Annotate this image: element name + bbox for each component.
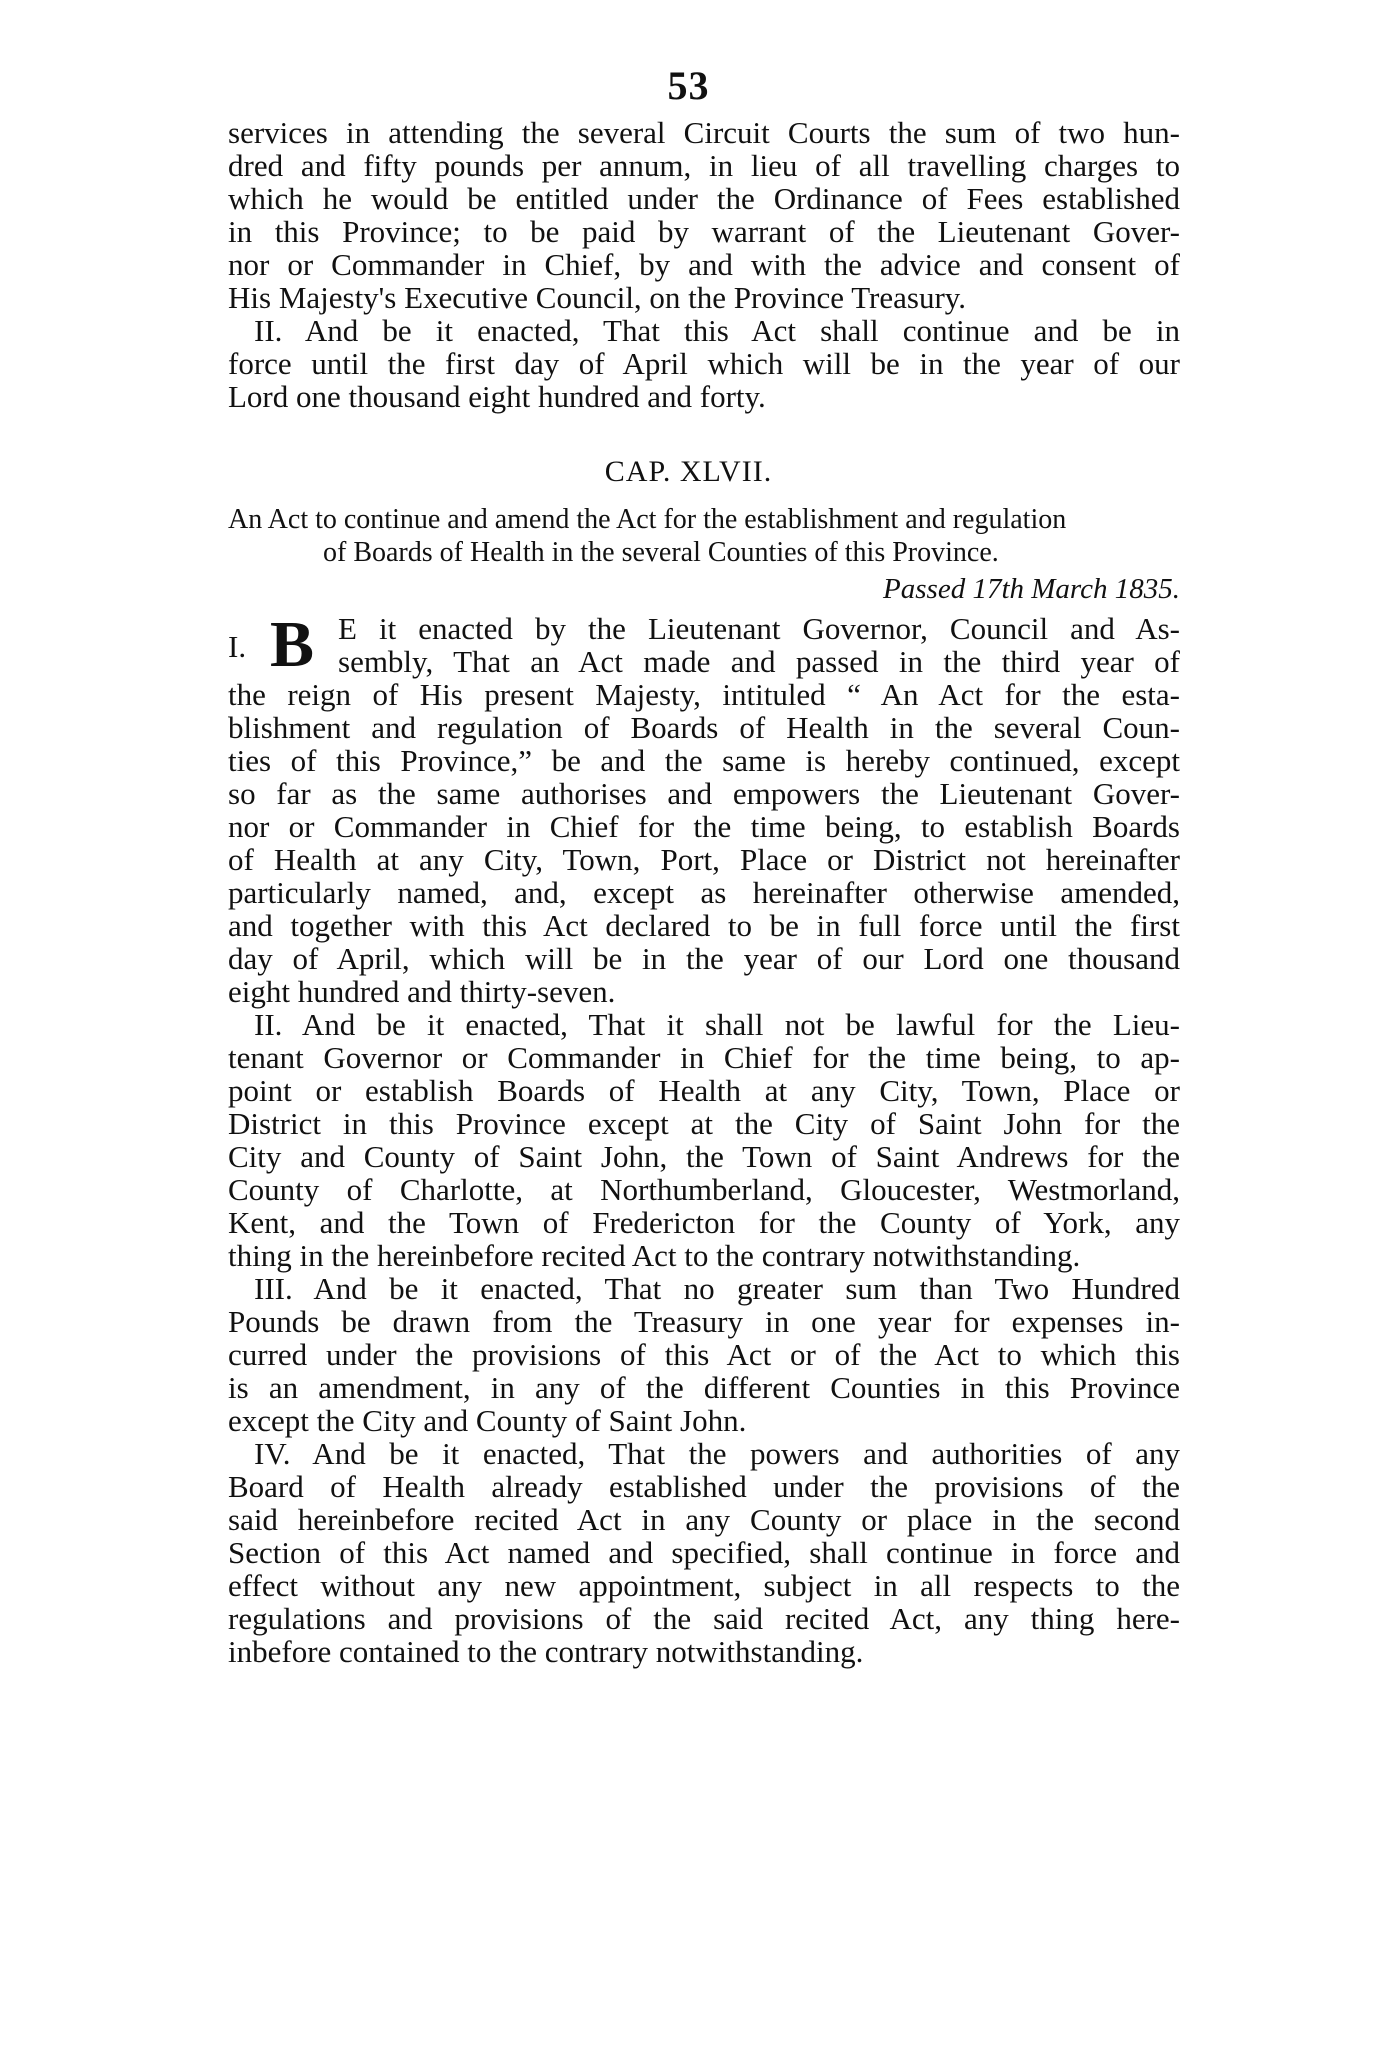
text-line: except the City and County of Saint John. xyxy=(228,1403,747,1438)
sections-body xyxy=(228,608,1180,1669)
text-line: Section of this Act named and specified, shall continue in force and xyxy=(228,1535,1180,1570)
text-line: the reign of His present Majesty, intituled “ An Act for the esta- xyxy=(228,677,1180,712)
text-line: County of Charlotte, at Northumberland, Gloucester, Westmorland, xyxy=(228,1172,1180,1207)
text-line: District in this Province except at the City of Saint John for the xyxy=(228,1106,1180,1141)
text-line: point or establish Boards of Health at any City, Town, Place or xyxy=(228,1073,1180,1108)
text-line: thing in the hereinbefore recited Act to the contrary notwithstanding. xyxy=(228,1238,1081,1273)
text-line: Kent, and the Town of Fredericton for the County of York, any xyxy=(228,1205,1180,1240)
text-line: day of April, which will be in the year of our Lord one thousand xyxy=(228,941,1180,976)
text-line: force until the first day of April which will be in the year of our xyxy=(228,346,1180,381)
text-line: regulations and provisions of the said recited Act, any thing here- xyxy=(228,1601,1180,1636)
text-line: curred under the provisions of this Act or of the Act to which this xyxy=(228,1337,1180,1372)
text-line: eight hundred and thirty-seven. xyxy=(228,974,616,1009)
preceding-section-text xyxy=(228,116,1180,413)
text-line: III. And be it enacted, That no greater sum than Two Hundred xyxy=(254,1271,1180,1306)
text-line: is an amendment, in any of the different Counties in this Province xyxy=(228,1370,1180,1405)
chapter-heading: CAP. XLVII. xyxy=(604,455,773,488)
text-line: sembly, That an Act made and passed in the third year of xyxy=(338,644,1180,679)
text-line: ties of this Province,” be and the same is hereby continued, except xyxy=(228,743,1180,778)
text-line: inbefore contained to the contrary notwithstanding. xyxy=(228,1634,864,1669)
text-line: of Health at any City, Town, Port, Place or District not hereinafter xyxy=(228,842,1180,877)
text-line: and together with this Act declared to be in full force until the first xyxy=(228,908,1180,943)
act-title xyxy=(228,503,1180,569)
drop-cap: B xyxy=(270,608,315,681)
page-number: 53 xyxy=(667,63,710,108)
act-title-line: An Act to continue and amend the Act for the establishment and regulation xyxy=(228,504,1067,535)
text-line: City and County of Saint John, the Town of Saint Andrews for the xyxy=(228,1139,1180,1174)
text-line: nor or Commander in Chief, by and with the advice and consent of xyxy=(228,247,1180,282)
text-line: nor or Commander in Chief for the time being, to establish Boards xyxy=(228,809,1180,844)
text-line: II. And be it enacted, That this Act shall continue and be in xyxy=(254,313,1180,348)
text-line: services in attending the several Circuit Courts the sum of two hun- xyxy=(228,115,1180,150)
text-line: blishment and regulation of Boards of Health in the several Coun- xyxy=(228,710,1180,745)
text-line: Lord one thousand eight hundred and forty. xyxy=(228,379,766,414)
text-line: so far as the same authorises and empowers the Lieutenant Gover- xyxy=(228,776,1180,811)
section-i-opening xyxy=(228,608,1180,681)
text-line: tenant Governor or Commander in Chief for the time being, to ap- xyxy=(228,1040,1180,1075)
text-line: particularly named, and, except as hereinafter otherwise amended, xyxy=(228,875,1180,910)
text-line: said hereinbefore recited Act in any County or place in the second xyxy=(228,1502,1180,1537)
text-line: in this Province; to be paid by warrant of the Lieutenant Gover- xyxy=(228,214,1180,249)
text-line: His Majesty's Executive Council, on the Province Treasury. xyxy=(228,280,967,315)
act-title-line: of Boards of Health in the several Counties of this Province. xyxy=(323,537,999,568)
text-line: which he would be entitled under the Ordinance of Fees established xyxy=(228,181,1180,216)
passed-date: Passed 17th March 1835. xyxy=(883,573,1180,605)
text-line: II. And be it enacted, That it shall not be lawful for the Lieu- xyxy=(254,1007,1180,1042)
section-number: I. xyxy=(228,629,247,664)
text-line: Board of Health already established under the provisions of the xyxy=(228,1469,1180,1504)
text-line: IV. And be it enacted, That the powers and authorities of any xyxy=(254,1436,1180,1471)
text-line: dred and fifty pounds per annum, in lieu of all travelling charges to xyxy=(228,148,1180,183)
text-line: Pounds be drawn from the Treasury in one year for expenses in- xyxy=(228,1304,1180,1339)
text-line: E it enacted by the Lieutenant Governor, Council and As- xyxy=(338,611,1180,646)
text-line: effect without any new appointment, subject in all respects to the xyxy=(228,1568,1180,1603)
